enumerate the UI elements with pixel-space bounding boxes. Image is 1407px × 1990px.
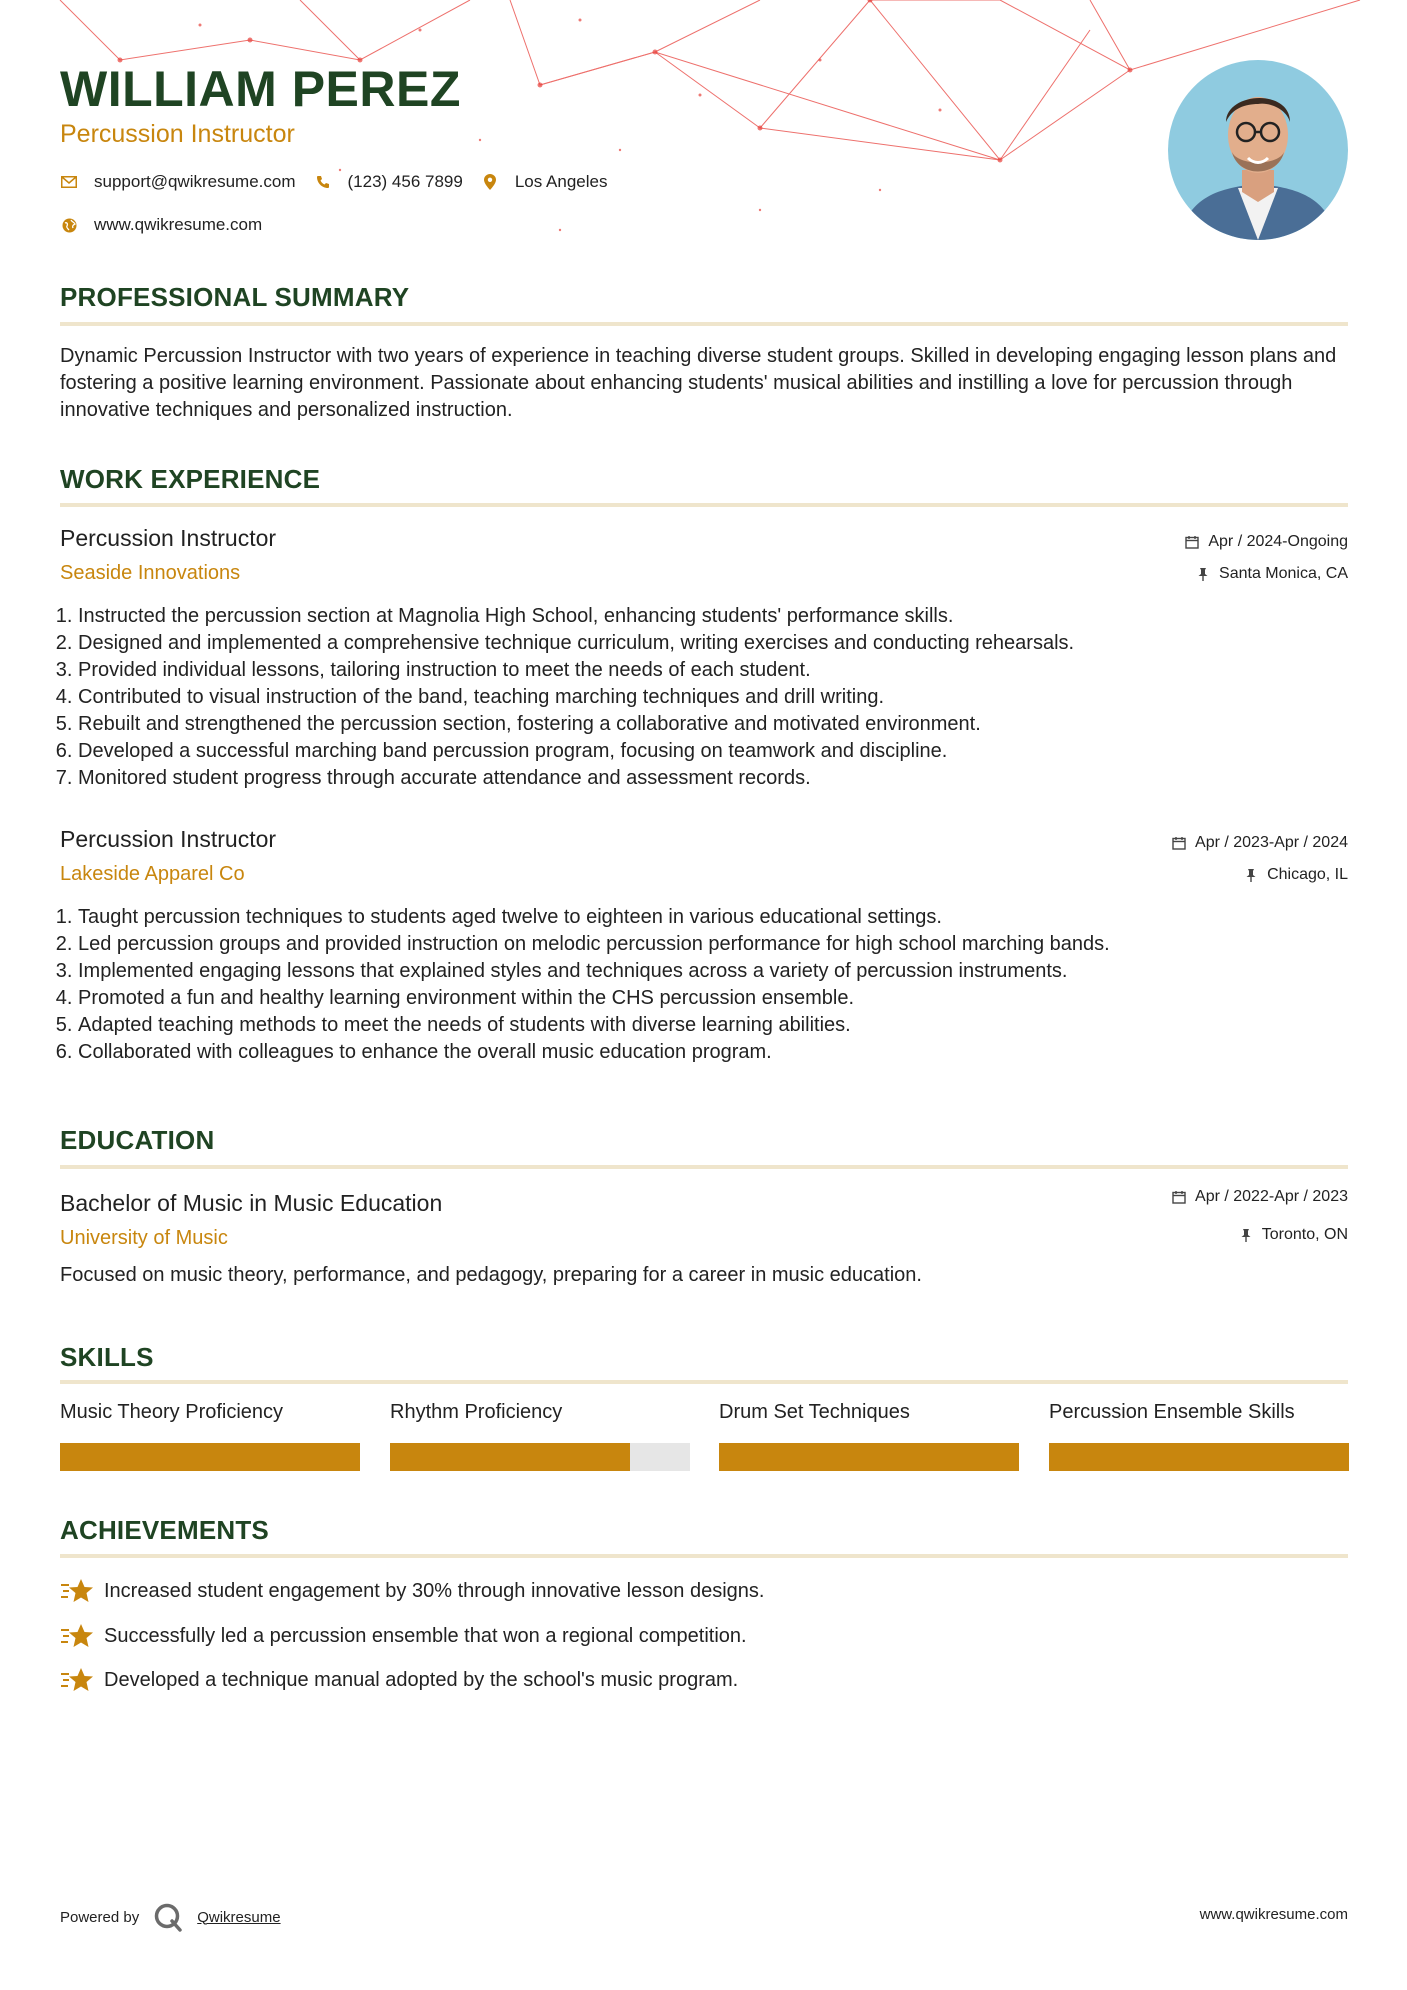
experience-heading: WORK EXPERIENCE [60, 464, 321, 494]
skill-bar-fill [60, 1443, 360, 1471]
job-title: Percussion Instructor [60, 826, 277, 852]
education-dates-text: Apr / 2022-Apr / 2023 [1195, 1188, 1348, 1205]
skill-bar [1049, 1443, 1349, 1471]
education-location-text: Toronto, ON [1261, 1226, 1348, 1243]
star-badge-icon [60, 1665, 94, 1695]
envelope-icon [60, 173, 78, 191]
skill-bar-fill [390, 1443, 630, 1471]
website-text: www.qwikresume.com [94, 215, 263, 234]
skill-bar [390, 1443, 690, 1471]
job-company: Seaside Innovations [60, 562, 241, 584]
calendar-icon [1184, 534, 1200, 550]
education-divider [60, 1165, 1348, 1169]
job-company: Lakeside Apparel Co [60, 863, 245, 885]
calendar-icon [1171, 835, 1187, 851]
list-item: 1. Instructed the percussion section at Magnolia High School, enhancing students' performance skills. [78, 603, 1348, 630]
education-description: Focused on music theory, performance, and pedagogy, preparing for a career in music education. [60, 1264, 922, 1286]
skill-name: Percussion Ensemble Skills [1049, 1401, 1295, 1423]
job-dates-text: Apr / 2024-Ongoing [1208, 533, 1348, 550]
experience-divider [60, 503, 1348, 507]
skills-heading: SKILLS [60, 1342, 154, 1372]
globe-icon [60, 216, 78, 234]
education-heading: EDUCATION [60, 1125, 215, 1155]
skill-bar [719, 1443, 1019, 1471]
candidate-name: WILLIAM PEREZ [60, 61, 461, 117]
job-dates [1184, 533, 1348, 551]
contact-location [481, 172, 608, 192]
skill-item [60, 1401, 360, 1424]
footer-powered-by [60, 1902, 281, 1932]
profile-photo [1168, 60, 1348, 240]
powered-by-label: Powered by [60, 1908, 140, 1926]
calendar-icon [1171, 1189, 1187, 1205]
job-location-text: Santa Monica, CA [1219, 565, 1348, 582]
summary-heading: PROFESSIONAL SUMMARY [60, 282, 410, 312]
list-item: 4. Promoted a fun and healthy learning environment within the CHS percussion ensemble. [78, 985, 1348, 1012]
candidate-title: Percussion Instructor [60, 120, 295, 148]
list-item: 2. Designed and implemented a comprehensive technique curriculum, writing exercises and conducting rehearsals. [78, 630, 1348, 657]
list-item: 6. Developed a successful marching band percussion program, focusing on teamwork and discipline. [78, 738, 1348, 765]
skill-item [719, 1401, 1019, 1424]
star-badge-icon [60, 1621, 94, 1651]
list-item: 2. Led percussion groups and provided instruction on melodic percussion performance for high school marching bands. [78, 931, 1348, 958]
location-text: Los Angeles [514, 172, 608, 191]
contact-row-1 [60, 172, 625, 192]
list-item: 3. Provided individual lessons, tailoring instruction to meet the needs of each student. [78, 657, 1348, 684]
qwikresume-logo-icon [153, 1902, 183, 1932]
school-name: University of Music [60, 1227, 228, 1249]
job-bullets [60, 904, 1348, 1066]
degree-title: Bachelor of Music in Music Education [60, 1190, 443, 1216]
summary-text: Dynamic Percussion Instructor with two years of experience in teaching diverse student groups. Skilled in developing engaging lesson plans and fostering a positive learning environment. Passionate about enhancing students' musical abilities and instilling a love for percussion through innovative techniques and personalized instruction. [60, 345, 1337, 421]
list-item: 4. Contributed to visual instruction of the band, teaching marching techniques and drill writing. [78, 684, 1348, 711]
achievement-item [60, 1576, 764, 1606]
job-location [1243, 866, 1348, 884]
education-dates [1171, 1188, 1348, 1206]
pushpin-icon [1195, 566, 1211, 582]
job-title: Percussion Instructor [60, 525, 277, 551]
list-item: 7. Monitored student progress through accurate attendance and assessment records. [78, 765, 1348, 792]
summary-divider [60, 322, 1348, 326]
contact-email[interactable] [60, 172, 296, 192]
skill-bar-fill [1049, 1443, 1349, 1471]
skill-name: Rhythm Proficiency [390, 1401, 563, 1423]
star-badge-icon [60, 1576, 94, 1606]
job-bullets [60, 603, 1348, 792]
footer-url[interactable]: www.qwikresume.com [1199, 1906, 1348, 1923]
skill-name: Drum Set Techniques [719, 1401, 910, 1423]
achievement-item [60, 1621, 747, 1651]
job-location [1195, 565, 1348, 583]
list-item: 5. Rebuilt and strengthened the percussion section, fostering a collaborative and motivated environment. [78, 711, 1348, 738]
achievement-text: Developed a technique manual adopted by the school's music program. [104, 1668, 739, 1691]
list-item: 1. Taught percussion techniques to students aged twelve to eighteen in various educational settings. [78, 904, 1348, 931]
list-item: 5. Adapted teaching methods to meet the needs of students with diverse learning abilities. [78, 1012, 1348, 1039]
job-dates [1171, 834, 1348, 852]
phone-icon [314, 173, 332, 191]
skill-bar [60, 1443, 360, 1471]
list-item: 6. Collaborated with colleagues to enhance the overall music education program. [78, 1039, 1348, 1066]
contact-website[interactable] [60, 215, 262, 235]
achievement-text: Successfully led a percussion ensemble that won a regional competition. [104, 1624, 747, 1647]
achievement-text: Increased student engagement by 30% through innovative lesson designs. [104, 1579, 765, 1602]
phone-text: (123) 456 7899 [347, 172, 463, 191]
achievements-heading: ACHIEVEMENTS [60, 1515, 269, 1545]
skills-divider [60, 1380, 1348, 1384]
achievement-item [60, 1665, 738, 1695]
qwikresume-link[interactable]: Qwikresume [197, 1908, 281, 1926]
contact-phone[interactable] [314, 172, 463, 192]
skill-bar-fill [719, 1443, 1019, 1471]
contact-row-2 [60, 215, 280, 235]
job-location-text: Chicago, IL [1267, 866, 1348, 883]
job-dates-text: Apr / 2023-Apr / 2024 [1195, 834, 1348, 851]
skill-name: Music Theory Proficiency [60, 1401, 284, 1423]
pushpin-icon [1238, 1227, 1254, 1243]
pushpin-icon [1243, 867, 1259, 883]
education-location [1238, 1226, 1348, 1244]
list-item: 3. Implemented engaging lessons that explained styles and techniques across a variety of percussion instruments. [78, 958, 1348, 985]
skill-item [390, 1401, 690, 1424]
achievements-divider [60, 1554, 1348, 1558]
skill-item [1049, 1401, 1349, 1424]
map-pin-icon [481, 173, 499, 191]
email-text: support@qwikresume.com [94, 172, 296, 191]
